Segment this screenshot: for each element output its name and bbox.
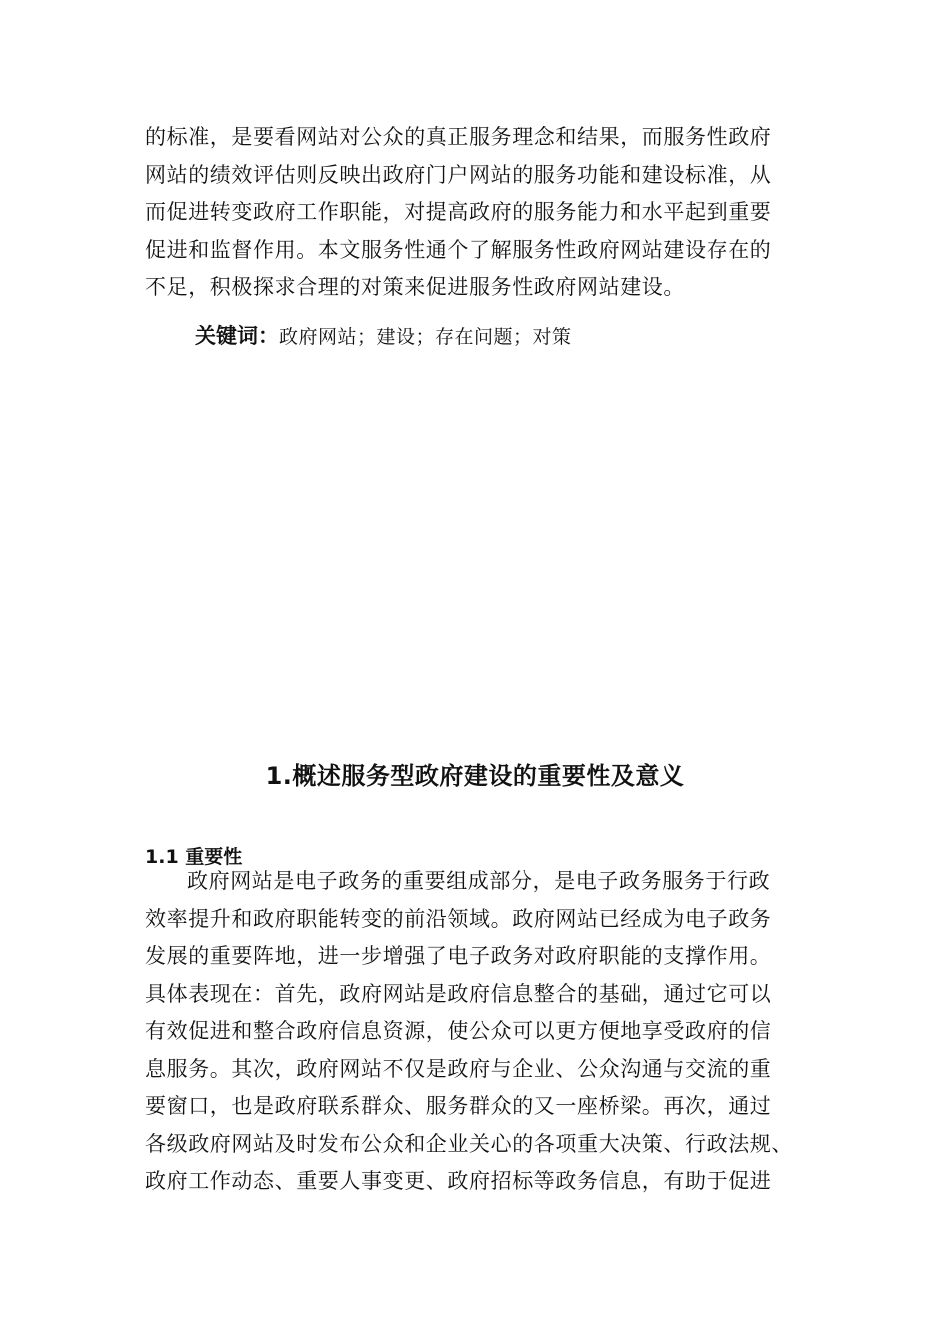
keywords-text: 政府网站；建设；存在问题；对策 — [279, 326, 572, 348]
abstract-paragraph — [145, 119, 815, 307]
abstract-line: 网站的绩效评估则反映出政府门户网站的服务功能和建设标准，从 — [145, 162, 772, 187]
body-line: 政府工作动态、重要人事变更、政府招标等政务信息，有助于促进 — [145, 1169, 772, 1193]
abstract-line: 促进和监督作用。本文服务性通个了解服务性政府网站建设存在的 — [145, 237, 772, 262]
abstract-line: 而促进转变政府工作职能，对提高政府的服务能力和水平起到重要 — [145, 200, 772, 224]
body-line: 发展的重要阵地，进一步增强了电子政务对政府职能的支撑作用。 — [145, 944, 772, 968]
subsection-title: 1.1 重要性 — [145, 846, 243, 868]
body-line: 要窗口，也是政府联系群众、服务群众的又一座桥梁。再次，通过 — [145, 1094, 772, 1118]
section-title: 1.概述服务型政府建设的重要性及意义 — [265, 762, 685, 790]
body-line: 效率提升和政府职能转变的前沿领域。政府网站已经成为电子政务 — [145, 906, 772, 931]
body-line: 具体表现在：首先，政府网站是政府信息整合的基础，通过它可以 — [145, 981, 772, 1006]
body-line: 政府网站是电子政务的重要组成部分，是电子政务服务于行政 — [187, 869, 771, 893]
body-line: 有效促进和整合政府信息资源，使公众可以更方便地享受政府的信 — [145, 1019, 772, 1043]
abstract-line: 的标准，是要看网站对公众的真正服务理念和结果，而服务性政府 — [145, 125, 772, 149]
section-body-paragraph — [145, 863, 815, 1201]
body-line: 息服务。其次，政府网站不仅是政府与企业、公众沟通与交流的重 — [145, 1056, 772, 1081]
keywords-block — [195, 318, 572, 356]
abstract-line: 不足，积极探求合理的对策来促进服务性政府网站建设。 — [145, 275, 685, 299]
body-line: 各级政府网站及时发布公众和企业关心的各项重大决策、行政法规、 — [145, 1131, 793, 1156]
keywords-label: 关键词： — [195, 324, 279, 348]
